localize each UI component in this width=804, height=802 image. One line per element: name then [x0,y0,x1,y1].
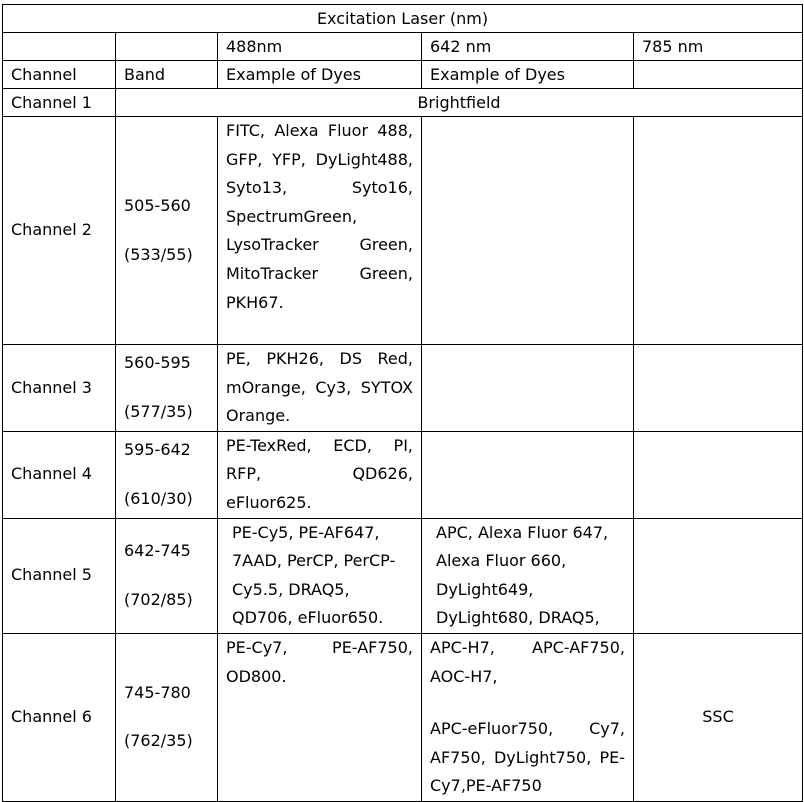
dyes-785-column-header [634,61,803,89]
channel-cell: Channel 2 [3,117,116,345]
band-range: 560-595 [124,353,191,373]
dyes-488-cell: FITC, Alexa Fluor 488, GFP, YFP, DyLight488, Syto13, Syto16, SpectrumGreen, LysoTracker Green, MitoTracker Green, PKH67. [218,117,422,345]
empty-cell [116,33,218,61]
table-title: Excitation Laser (nm) [3,5,803,33]
dyes-488-column-header: Example of Dyes [218,61,422,89]
dyes-642-cell [422,633,634,801]
channel-cell: Channel 5 [3,518,116,633]
dyes-785-cell [634,518,803,633]
band-range: 595-642 [124,440,191,460]
channel-column-header: Channel [3,61,116,89]
band-center: (533/55) [124,244,193,264]
band-cell [116,431,218,518]
dyes-488-cell: PE-Cy7, PE-AF750, OD800. [218,633,422,801]
band-cell [116,633,218,801]
table-row [3,518,803,633]
band-center: (702/85) [124,589,193,609]
dyes-488-cell: PE-TexRed, ECD, PI, RFP, QD626, eFluor625. [218,431,422,518]
dyes-642-part-a: APC-H7, APC-AF750, AOC-H7, [430,637,625,686]
channel-cell: Channel 3 [3,345,116,432]
laser-642-header: 642 nm [422,33,634,61]
dyes-488-cell: PE, PKH26, DS Red, mOrange, Cy3, SYTOX Orange. [218,345,422,432]
dyes-488-cell: PE-Cy5, PE-AF647, 7AAD, PerCP, PerCP-Cy5.5, DRAQ5, QD706, eFluor650. [218,518,422,633]
band-center: (577/35) [124,401,193,421]
band-center: (610/30) [124,488,193,508]
dyes-785-cell [634,345,803,432]
band-cell [116,518,218,633]
band-range: 505-560 [124,195,191,215]
dyes-785-cell [634,117,803,345]
dyes-642-cell [422,117,634,345]
band-cell [116,345,218,432]
brightfield-cell: Brightfield [116,89,803,117]
dyes-642-part-b: APC-eFluor750, Cy7, AF750, DyLight750, PE-Cy7,PE-AF750 [430,719,625,796]
laser-785-header: 785 nm [634,33,803,61]
channel-cell: Channel 4 [3,431,116,518]
band-column-header: Band [116,61,218,89]
channel-cell: Channel 6 [3,633,116,801]
dyes-642-cell [422,345,634,432]
band-range: 642-745 [124,541,191,561]
band-center: (762/35) [124,731,193,751]
table-row [3,345,803,432]
dyes-785-cell: SSC [634,633,803,801]
dyes-642-column-header: Example of Dyes [422,61,634,89]
dyes-785-cell [634,431,803,518]
channel-cell: Channel 1 [3,89,116,117]
empty-cell [3,33,116,61]
laser-488-header: 488nm [218,33,422,61]
table-row [3,633,803,801]
dyes-642-cell [422,431,634,518]
dyes-642-cell: APC, Alexa Fluor 647, Alexa Fluor 660, DyLight649, DyLight680, DRAQ5, [422,518,634,633]
table-row [3,431,803,518]
excitation-laser-table [2,4,803,802]
table-row [3,117,803,345]
band-range: 745-780 [124,682,191,702]
table-row [3,89,803,117]
band-cell [116,117,218,345]
